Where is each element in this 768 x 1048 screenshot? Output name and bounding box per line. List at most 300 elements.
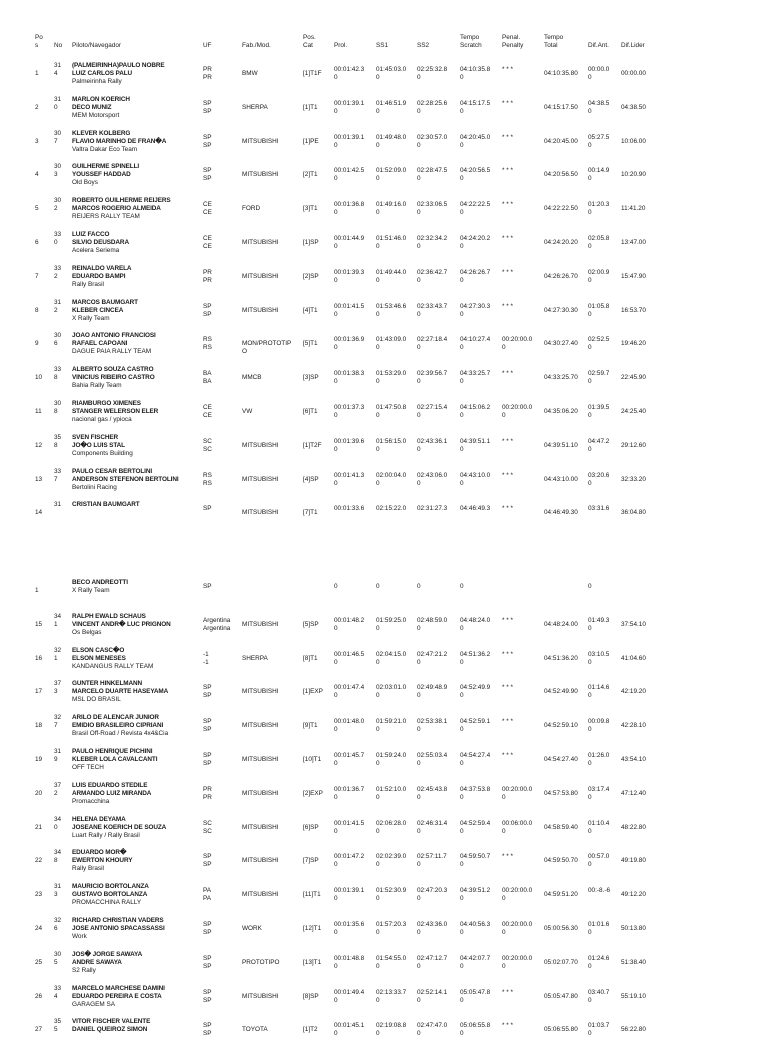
navigator-name: VINICIUS RIBEIRO CASTRO	[72, 374, 155, 382]
row-pos: 15	[35, 620, 43, 628]
crew-block	[72, 951, 142, 975]
pilot-name: MAURICIO BORTOLANZA	[72, 883, 149, 891]
row-prol: 00:01:45.1 0	[334, 1022, 365, 1038]
row-uf: PR PR	[203, 268, 212, 284]
row-tempo-scratch: 04:59:50.7 0	[460, 853, 491, 869]
row-car-number: 31 3	[54, 883, 62, 899]
row-uf: SC SC	[203, 437, 212, 453]
navigator-name: EDUARDO PEREIRA E COSTA	[72, 992, 162, 1000]
row-ss2: 02:28:25.6 0	[417, 99, 448, 115]
row-pos: 1	[35, 70, 39, 77]
row-uf: SP SP	[203, 1022, 212, 1038]
header-pos: Po s	[35, 34, 43, 49]
row-dif-ant: 00:00.0 0	[588, 66, 610, 81]
row-ss1: 01:51:46.0 0	[376, 235, 407, 250]
row-ss1: 01:52:10.0 0	[376, 785, 407, 801]
row-penal: * * *	[502, 66, 514, 73]
row-dif-ant: 01:49.3 0	[588, 616, 610, 632]
table-row	[0, 501, 768, 531]
row-ss1: 01:53:46.6 0	[376, 302, 407, 318]
header-piloto: Piloto/Navegador	[72, 42, 122, 49]
crew-block	[72, 197, 171, 221]
navigator-name: YOUSSEF HADDAD	[72, 171, 131, 179]
row-car-number: 32 7	[54, 714, 62, 730]
row-car-number: 30 3	[54, 163, 62, 179]
row-pos: 27	[35, 1026, 43, 1034]
row-penal: * * *	[502, 684, 514, 692]
row-tempo-scratch: 04:40:56.3 0	[460, 921, 491, 936]
team-name: GARAGEM SA	[72, 1000, 115, 1008]
row-fab: MITSUBISHI	[242, 509, 279, 517]
row-uf: PA PA	[203, 887, 212, 903]
row-car-number: 33 7	[54, 467, 62, 483]
table-row	[0, 917, 768, 947]
row-car-number: 31 9	[54, 748, 62, 763]
row-prol: 00:01:36.7 0	[334, 785, 365, 801]
row-uf: SP	[203, 583, 212, 590]
row-dif-lider: 29:12.60	[621, 441, 646, 449]
table-row	[0, 1018, 768, 1048]
navigator-name: ARMANDO LUIZ MIRANDA	[72, 789, 152, 797]
row-ss1: 01:52:09.0 0	[376, 167, 407, 183]
team-name: Bahia Rally Team	[72, 382, 122, 390]
row-ss1: 02:19:08.8 0	[376, 1022, 407, 1038]
row-dif-lider: 50:13.80	[621, 925, 646, 932]
row-ss2: 02:47:47.0 0	[417, 1022, 448, 1038]
row-dif-lider: 10:20.90	[621, 171, 646, 179]
navigator-name: EWERTON KHOURY	[72, 857, 133, 865]
row-prol: 00:01:39.6 0	[334, 437, 365, 453]
row-poscat: [3]SP	[303, 374, 319, 382]
row-tempo-scratch: 04:33:25.7 0	[460, 370, 491, 386]
row-car-number: 34 0	[54, 815, 62, 831]
pilot-name: EDUARDO MOR�	[72, 849, 127, 857]
row-dif-lider: 19:46.20	[621, 340, 646, 348]
row-dif-lider: 04:38.50	[621, 103, 646, 111]
row-ss1: 01:49:16.0 0	[376, 201, 407, 217]
row-prol: 00:01:36.8 0	[334, 201, 365, 217]
row-tempo-scratch: 04:52:59.4 0	[460, 819, 491, 835]
crew-block	[72, 680, 168, 704]
row-uf: SP SP	[203, 684, 212, 700]
row-ss2: 02:49:48.9 0	[417, 684, 448, 700]
row-pos: 18	[35, 722, 43, 730]
row-prol: 00:01:39.3 0	[334, 268, 365, 284]
pilot-name: LUIS EDUARDO STEDILE	[72, 781, 148, 789]
row-pos: 26	[35, 992, 43, 1000]
table-row	[0, 265, 768, 295]
row-dif-lider: 37:54.10	[621, 620, 646, 628]
row-uf: CE CE	[203, 235, 212, 250]
row-car-number: 35 5	[54, 1018, 62, 1034]
table-row	[0, 782, 768, 812]
row-ss1: 02:02:39.0 0	[376, 853, 407, 869]
pilot-name: MARLON KOERICH	[72, 95, 130, 103]
row-fab: MITSUBISHI	[242, 475, 279, 483]
team-name: Luart Rally / Rally Brasil	[72, 831, 140, 839]
row-fab: BMW	[242, 70, 258, 77]
navigator-name: VINCENT ANDR� LUC PRIGNON	[72, 620, 171, 628]
team-name: Rally Brasil	[72, 865, 104, 873]
navigator-name: ELSON MENESES	[72, 654, 126, 662]
row-tempo-total: 04:59:50.70	[544, 857, 578, 865]
row-ss2: 02:25:32.8 0	[417, 66, 448, 81]
row-ss2: 02:32:34.2 0	[417, 235, 448, 250]
row-uf: SP SP	[203, 853, 212, 869]
row-dif-ant: 01:20.3 0	[588, 201, 610, 217]
row-fab: MITSUBISHI	[242, 306, 279, 314]
row-fab: VW	[242, 408, 253, 415]
row-tempo-total: 04:43:10.00	[544, 475, 578, 483]
team-name: MSL DO BRASIL	[72, 696, 121, 704]
team-name: MEM Motorsport	[72, 111, 120, 119]
row-ss1: 01:57:20.3 0	[376, 921, 407, 936]
pilot-name: JOAO ANTONIO FRANCIOSI	[72, 332, 156, 340]
row-poscat: [3]T1	[303, 205, 318, 213]
header-tempo-scratch: Tempo Scratch	[460, 34, 482, 49]
row-pos: 6	[35, 239, 39, 246]
row-car-number: 31 2	[54, 298, 62, 314]
row-fab: MITSUBISHI	[242, 891, 279, 899]
row-penal: 00:20:00.0 0	[502, 887, 533, 903]
row-ss1: 02:06:28.0 0	[376, 819, 407, 835]
row-tempo-scratch: 04:24:20.2 0	[460, 235, 491, 250]
row-pos: 14	[35, 509, 43, 517]
row-pos: 8	[35, 306, 39, 314]
row-fab: SHERPA	[242, 654, 268, 662]
pilot-name: KLEVER KOLBERG	[72, 129, 131, 137]
row-ss2: 02:31:27.3	[417, 505, 448, 513]
row-ss1: 02:03:01.0 0	[376, 684, 407, 700]
row-car-number: 30 8	[54, 400, 62, 415]
row-tempo-scratch: 04:43:10.0 0	[460, 471, 491, 487]
row-uf: SP SP	[203, 718, 212, 734]
row-ss1: 01:52:30.9 0	[376, 887, 407, 903]
row-uf: -1 -1	[203, 650, 209, 666]
row-poscat: [1]T1F	[303, 70, 322, 77]
crew-block	[72, 299, 138, 323]
row-dif-ant: 01:05.8 0	[588, 302, 610, 318]
row-ss1: 01:53:29.0 0	[376, 370, 407, 386]
row-poscat: [1]T2	[303, 1026, 318, 1034]
team-name: Work	[72, 933, 87, 940]
crew-block	[72, 265, 131, 289]
row-penal: * * *	[502, 1022, 514, 1030]
table-row	[0, 96, 768, 126]
row-dif-ant: 01:26.0 0	[588, 752, 610, 767]
row-penal: * * *	[502, 616, 514, 624]
row-tempo-total: 04:24:20.20	[544, 239, 578, 246]
navigator-name: MARCELO DUARTE HASEYAMA	[72, 688, 169, 696]
team-name: Brasil Off-Road / Revista 4x4&Cia	[72, 730, 169, 738]
navigator-name: SILVIO DEUSDARA	[72, 239, 129, 246]
pilot-name: MARCOS BAUMGART	[72, 298, 138, 306]
row-dif-ant: 0	[588, 583, 592, 590]
row-dif-lider: 42:19.20	[621, 688, 646, 696]
row-penal: * * *	[502, 370, 514, 378]
row-car-number: 30 5	[54, 950, 62, 966]
row-ss1: 01:45:03.0 0	[376, 66, 407, 81]
row-fab: MITSUBISHI	[242, 137, 279, 145]
row-ss1: 01:59:25.0 0	[376, 616, 407, 632]
header-poscat: Pos. Cat	[303, 34, 316, 49]
row-ss1: 01:59:24.0 0	[376, 752, 407, 767]
row-pos: 22	[35, 857, 43, 865]
row-dif-lider: 48:22.80	[621, 823, 646, 831]
row-dif-ant: 02:00.9 0	[588, 268, 610, 284]
row-tempo-total: 04:10:35.80	[544, 70, 578, 77]
header-ss2: SS2	[417, 42, 430, 49]
row-tempo-scratch: 04:27:30.3 0	[460, 302, 491, 318]
pilot-name: VITOR FISCHER VALENTE	[72, 1018, 151, 1026]
row-uf: SP SP	[203, 99, 212, 115]
row-dif-ant: 01:39.5 0	[588, 404, 610, 419]
table-row	[0, 680, 768, 710]
row-tempo-scratch: 0	[460, 583, 464, 590]
row-car-number: 33 8	[54, 366, 62, 382]
row-tempo-scratch: 05:05:47.8 0	[460, 988, 491, 1004]
row-poscat: [1]PE	[303, 137, 319, 145]
crew-block	[72, 96, 130, 120]
row-dif-lider: 11:41.20	[621, 205, 646, 213]
row-ss1: 02:00:04.0 0	[376, 471, 407, 487]
row-prol: 00:01:47.4 0	[334, 684, 365, 700]
crew-block	[72, 62, 165, 86]
row-tempo-scratch: 04:52:49.9 0	[460, 684, 491, 700]
row-tempo-scratch: 04:42:07.7 0	[460, 954, 491, 970]
row-penal: * * *	[502, 99, 514, 107]
row-pos: 24	[35, 925, 43, 932]
row-ss2: 02:33:43.7 0	[417, 302, 448, 318]
row-fab: MITSUBISHI	[242, 620, 279, 628]
pilot-name: ROBERTO GUILHERME REIJERS	[72, 197, 171, 205]
team-name: PROMACCHINA RALLY	[72, 899, 142, 907]
team-name: OFF TECH	[72, 764, 104, 771]
row-pos: 25	[35, 958, 43, 966]
row-dif-ant: 01:10.4 0	[588, 819, 610, 835]
row-dif-ant: 01:14.6 0	[588, 684, 610, 700]
row-ss1: 01:47:50.8 0	[376, 404, 407, 419]
pilot-name: CRISTIAN BAUMGART	[72, 501, 140, 509]
row-penal: 00:20:00.0 0	[502, 954, 533, 970]
row-dif-ant: 03:31.6	[588, 505, 610, 513]
row-dif-lider: 55:19.10	[621, 992, 646, 1000]
row-fab: MITSUBISHI	[242, 823, 279, 831]
row-car-number: 32 1	[54, 646, 62, 662]
row-tempo-total: 04:27:30.30	[544, 306, 578, 314]
row-ss2: 02:36:42.7 0	[417, 268, 448, 284]
row-pos: 20	[35, 789, 43, 797]
row-car-number: 34 8	[54, 849, 62, 865]
row-poscat: [11]T1	[303, 891, 321, 899]
row-poscat: [2]SP	[303, 272, 319, 280]
row-dif-ant: 04:47.2 0	[588, 437, 610, 453]
navigator-name: LUIZ CARLOS PALU	[72, 70, 133, 77]
row-dif-lider: 10:06.00	[621, 137, 646, 145]
row-poscat: [5]T1	[303, 340, 318, 348]
navigator-name: JO�O LUIS STAL	[72, 441, 125, 449]
row-tempo-scratch: 04:15:17.5 0	[460, 99, 491, 115]
row-car-number: 33 2	[54, 264, 62, 280]
row-prol: 00:01:47.2 0	[334, 853, 365, 869]
row-ss1: 02:15:22.0	[376, 505, 407, 513]
row-uf: CE CE	[203, 404, 212, 419]
row-poscat: [2]T1	[303, 171, 318, 179]
row-uf: SP SP	[203, 988, 212, 1004]
row-penal: * * *	[502, 167, 514, 175]
header-uf: UF	[203, 42, 212, 49]
row-dif-ant: 01:01.6 0	[588, 921, 610, 936]
row-penal: * * *	[502, 752, 514, 759]
row-pos: 1	[35, 587, 39, 594]
row-car-number: 31	[54, 501, 62, 509]
row-prol: 00:01:39.1 0	[334, 99, 365, 115]
row-uf: RS RS	[203, 471, 212, 487]
row-tempo-scratch: 05:06:55.8 0	[460, 1022, 491, 1038]
row-prol: 00:01:41.3 0	[334, 471, 365, 487]
team-name: Bertolini Racing	[72, 483, 117, 491]
table-row	[0, 748, 768, 778]
row-pos: 10	[35, 374, 43, 382]
row-penal: * * *	[502, 471, 514, 479]
crew-block	[72, 883, 149, 907]
row-ss2: 0	[417, 583, 421, 590]
row-fab: MITSUBISHI	[242, 239, 279, 246]
row-fab: SHERPA	[242, 103, 268, 111]
row-car-number: 30 7	[54, 129, 62, 145]
row-prol: 00:01:45.7 0	[334, 752, 365, 767]
row-tempo-scratch: 04:20:45.0 0	[460, 133, 491, 149]
row-poscat: [8]SP	[303, 992, 319, 1000]
row-prol: 00:01:46.5 0	[334, 650, 365, 666]
team-name: Old Boys	[72, 179, 98, 187]
row-dif-lider: 51:38.40	[621, 958, 646, 966]
table-row	[0, 714, 768, 744]
team-name: nacional gas / ypioca	[72, 416, 132, 423]
row-prol: 00:01:36.9 0	[334, 336, 365, 352]
row-tempo-total: 04:20:45.00	[544, 137, 578, 145]
table-row	[0, 400, 768, 430]
crew-block	[72, 366, 155, 390]
row-ss1: 02:13:33.7 0	[376, 988, 407, 1004]
row-tempo-total: 04:46:49.30	[544, 509, 578, 517]
row-fab: MITSUBISHI	[242, 857, 279, 865]
row-dif-ant: 03:20.6 0	[588, 471, 610, 487]
row-poscat: [7]T1	[303, 509, 318, 517]
row-tempo-scratch: 04:39:51.1 0	[460, 437, 491, 453]
row-uf: SP SP	[203, 302, 212, 318]
crew-block	[72, 985, 165, 1009]
table-row	[0, 468, 768, 498]
team-name: S2 Rally	[72, 966, 96, 974]
navigator-name: ANDERSON STEFENON BERTOLINI	[72, 475, 179, 483]
row-ss1: 01:54:55.0 0	[376, 954, 407, 970]
row-ss1: 01:43:09.0 0	[376, 336, 407, 352]
row-tempo-total: 05:06:55.80	[544, 1026, 578, 1034]
row-pos: 23	[35, 891, 43, 899]
row-ss2: 02:27:15.4 0	[417, 404, 448, 419]
pilot-name: RICHARD CHRISTIAN VADERS	[72, 917, 164, 924]
row-ss2: 02:39:56.7 0	[417, 370, 448, 386]
row-prol: 00:01:49.4 0	[334, 988, 365, 1004]
row-poscat: [4]SP	[303, 475, 319, 483]
row-tempo-total: 05:02:07.70	[544, 958, 578, 966]
table-row	[0, 647, 768, 677]
row-tempo-scratch: 04:20:56.5 0	[460, 167, 491, 183]
row-ss1: 01:49:48.0 0	[376, 133, 407, 149]
row-dif-ant: 02:52.5 0	[588, 336, 610, 352]
row-uf: RS RS	[203, 336, 212, 352]
crew-block	[72, 917, 165, 941]
crew-block	[72, 332, 156, 356]
row-prol: 00:01:48.8 0	[334, 954, 365, 970]
row-tempo-total: 04:52:59.10	[544, 722, 578, 730]
crew-block	[72, 849, 132, 873]
row-uf: Argentina Argentina	[203, 616, 231, 632]
team-name: DAGUE PAIA RALLY TEAM	[72, 348, 152, 356]
row-fab: WORK	[242, 925, 262, 932]
row-ss1: 0	[376, 583, 380, 590]
row-poscat: [7]SP	[303, 857, 319, 865]
row-poscat: [9]T1	[303, 722, 318, 730]
row-pos: 9	[35, 340, 39, 348]
row-tempo-total: 04:58:59.40	[544, 823, 578, 831]
row-penal: 00:20:00.0 0	[502, 921, 533, 936]
row-uf: SP SP	[203, 954, 212, 970]
row-fab: MITSUBISHI	[242, 688, 279, 696]
row-pos: 16	[35, 654, 43, 662]
row-poscat: [5]SP	[303, 620, 319, 628]
row-ss2: 02:46:31.4 0	[417, 819, 448, 835]
row-dif-ant: 00:09.8 0	[588, 718, 610, 734]
row-penal: 00:20:00.0 0	[502, 336, 533, 352]
row-dif-lider: 00:00.00	[621, 70, 646, 77]
row-penal: 00:20:00.0 0	[502, 785, 533, 801]
row-uf: CE CE	[203, 201, 212, 217]
table-row	[0, 816, 768, 846]
row-fab: MON/PROTOTIP O	[242, 340, 292, 356]
table-row	[0, 613, 768, 643]
team-name: X Rally Team	[72, 314, 110, 322]
row-pos: 12	[35, 441, 43, 449]
header-prol: Prol.	[334, 42, 348, 49]
pilot-name: ELSON CASC�O	[72, 646, 125, 654]
pilot-name: GUILHERME SPINELLI	[72, 163, 140, 171]
row-uf: BA BA	[203, 370, 212, 386]
row-pos: 21	[35, 823, 43, 831]
row-dif-lider: 32:33.20	[621, 475, 646, 483]
row-poscat: [2]EXP	[303, 789, 323, 797]
row-tempo-scratch: 04:15:06.2 0	[460, 404, 491, 419]
row-fab: MITSUBISHI	[242, 272, 279, 280]
row-poscat: [12]T1	[303, 925, 322, 932]
row-pos: 7	[35, 272, 39, 280]
crew-block	[72, 647, 153, 671]
row-ss1: 01:46:51.9 0	[376, 99, 407, 115]
row-penal: * * *	[502, 650, 514, 658]
row-ss2: 02:43:36.0 0	[417, 921, 448, 936]
row-car-number: 35 8	[54, 433, 62, 449]
row-pos: 19	[35, 756, 43, 763]
row-tempo-scratch: 04:46:49.3	[460, 505, 491, 513]
table-row	[0, 366, 768, 396]
row-penal: * * *	[502, 133, 514, 141]
row-dif-lider: 15:47.90	[621, 272, 646, 280]
row-dif-ant: 03:10.5 0	[588, 650, 610, 666]
row-dif-ant: 02:05.8 0	[588, 235, 610, 250]
header-ss1: SS1	[376, 42, 389, 49]
row-poscat: [1]T2F	[303, 441, 322, 449]
